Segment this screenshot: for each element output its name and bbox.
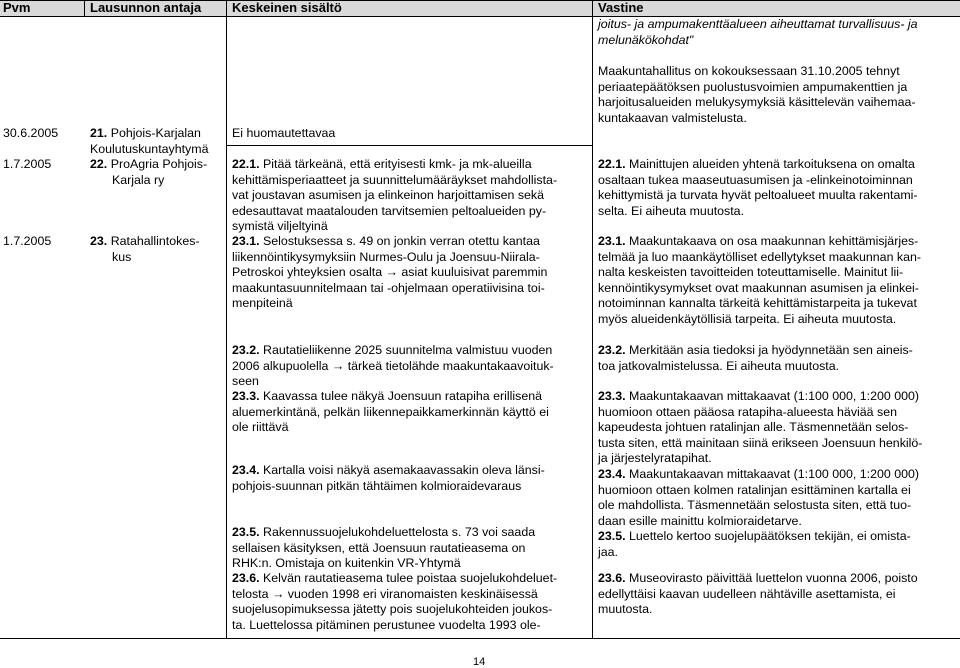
column-header-vastine: Vastine — [598, 0, 644, 15]
vastine-item-23-1: 23.1. Maakuntakaava on osa maakunnan kehittämisjärjes- telmää ja luo maankäytölliset edellytykset maakunnan kan- nalta keskeisten tavoitteiden toteuttamiselle. Mainitut lii- kennöintikysymykset ovat maakunnan asumisen ja elinkei- notoiminnan kannalta tärkeitä kehittämistarpeita ja tukevat myös alueidenkäytöllisiä tarpeita. Ei aiheuta muutosta. — [598, 234, 922, 326]
column-divider — [592, 0, 593, 638]
vastine-item-23-6: 23.6. Museovirasto päivittää luettelon vuonna 2006, poisto edellyttäisi kaavan uudelleen nähtäville asettamista, ei muutosta. — [598, 571, 918, 617]
vastine-intro: Maakuntahallitus on kokouksessaan 31.10.2005 tehnyt periaatepäätöksen puolustusvoimien ampumakenttien ja harjoitusalueiden melukysymyksiä käsittelevän vaihemaa- kuntakaavan valmistelusta. — [598, 64, 916, 125]
cell-divider — [226, 145, 592, 146]
content-item-23-1: 23.1. Selostuksessa s. 49 on jonkin verran otettu kantaa liikennöintikysymyksiin Nurmes-Oulu ja Joensuu-Niirala- Petroskoi yhteyksien osalta → asiat kuuluisivat paremmin maakuntasuunnitelmaan tai -ohjelmaan operatiivisina toi- menpiteinä — [232, 234, 548, 311]
content-item-23-3: 23.3. Kaavassa tulee näkyä Joensuun ratapiha erillisenä aluemerkintänä, pelkän liikennepaikkamerkinnän käyttö ei ole riittävä — [232, 389, 549, 435]
content-item-23-4: 23.4. Kartalla voisi näkyä asemakaavassakin oleva länsi- pohjois-suunnan pitkän tähtäimen kolmioraidevaraus — [232, 463, 545, 493]
content-item-23-2: 23.2. Rautatieliikenne 2025 suunnitelma valmistuu vuoden 2006 alkupuolella → tärkeä tietolähde maakuntakaavoituk- seen — [232, 343, 554, 389]
row-date: 1.7.2005 — [3, 234, 52, 248]
row-antaja: 22. ProAgria Pohjois- Karjala ry — [90, 157, 208, 187]
content-item-23-5: 23.5. Rakennussuojelukohdeluettelosta s. 73 voi saada sellaisen käsityksen, että Joensuun rautatieasema on RHK:n. Omistaja on kuitenkin VR-Yhtymä — [232, 525, 536, 571]
row-date: 1.7.2005 — [3, 157, 52, 171]
column-header-sisalto: Keskeinen sisältö — [232, 0, 342, 15]
vastine-item-23-2: 23.2. Merkitään asia tiedoksi ja hyödynnetään sen aineis- toa jatkovalmistelussa. Ei aiheuta muutosta. — [598, 343, 913, 373]
vastine-item-23-5: 23.5. Luettelo kertoo suojelupäätöksen tekijän, ei omista- jaa. — [598, 529, 911, 559]
row-content: Ei huomautettavaa — [232, 126, 336, 140]
table-bottom-border — [0, 638, 960, 639]
row-date: 30.6.2005 — [3, 126, 59, 140]
vastine-item-23-4: 23.4. Maakuntakaavan mittakaavat (1:100 000, 1:200 000) huomioon ottaen kolmen ratalinjan esittäminen kartalla ei ole mahdollista. Täsmennetään selostusta siten, että tuo- daan esille mainittu kolmioraidetarve. — [598, 467, 920, 528]
vastine-continuation: joitus- ja ampumakenttäalueen aiheuttamat turvallisuus- ja melunäkökohdat" — [598, 17, 918, 47]
row-antaja: 21. Pohjois-Karjalan Koulutuskuntayhtymä — [90, 126, 209, 156]
column-divider — [226, 0, 227, 638]
row-vastine: 22.1. Mainittujen alueiden yhtenä tarkoituksena on omalta osaltaan tukea maaseutuasumisen ja -elinkeinotoiminnan kehittymistä ja turvata hyvät peltoalueet muulta rakentami- selta. Ei aiheuta muutosta. — [598, 157, 918, 218]
header-divider — [84, 0, 85, 17]
page-number: 14 — [473, 656, 486, 668]
column-header-pvm: Pvm — [3, 0, 31, 15]
column-header-antaja: Lausunnon antaja — [90, 0, 202, 15]
row-antaja: 23. Ratahallintokes- kus — [90, 234, 200, 264]
vastine-item-23-3: 23.3. Maakuntakaavan mittakaavat (1:100 000, 1:200 000) huomioon ottaen pääosa ratapiha-alueesta häviää sen kapeudesta johtuen ratalinjan alle. Täsmennetään selos- tusta siten, että mainitaan siinä erikseen Joensuun henkilö- ja järjestelyratapihat. — [598, 389, 923, 466]
row-content: 22.1. Pitää tärkeänä, että erityisesti kmk- ja mk-alueilla kehittämisperiaatteet ja suunnittelumääräykset mahdollista- vat joustavan asumisen ja elinkeinon harjoittamisen sekä edesauttavat maatalouden tarvitsemien peltoalueiden py- symistä viljeltyinä — [232, 157, 558, 234]
content-item-23-6: 23.6. Kelvän rautatieasema tulee poistaa suojelukohdeluet- telosta → vuoden 1998 eri viranomaisten keskinäisessä suojelusopimuksessa jätetty pois suojelukohteiden joukos- ta. Luettelossa pitäminen perustunee vuodelta 1993 ole- — [232, 571, 558, 632]
